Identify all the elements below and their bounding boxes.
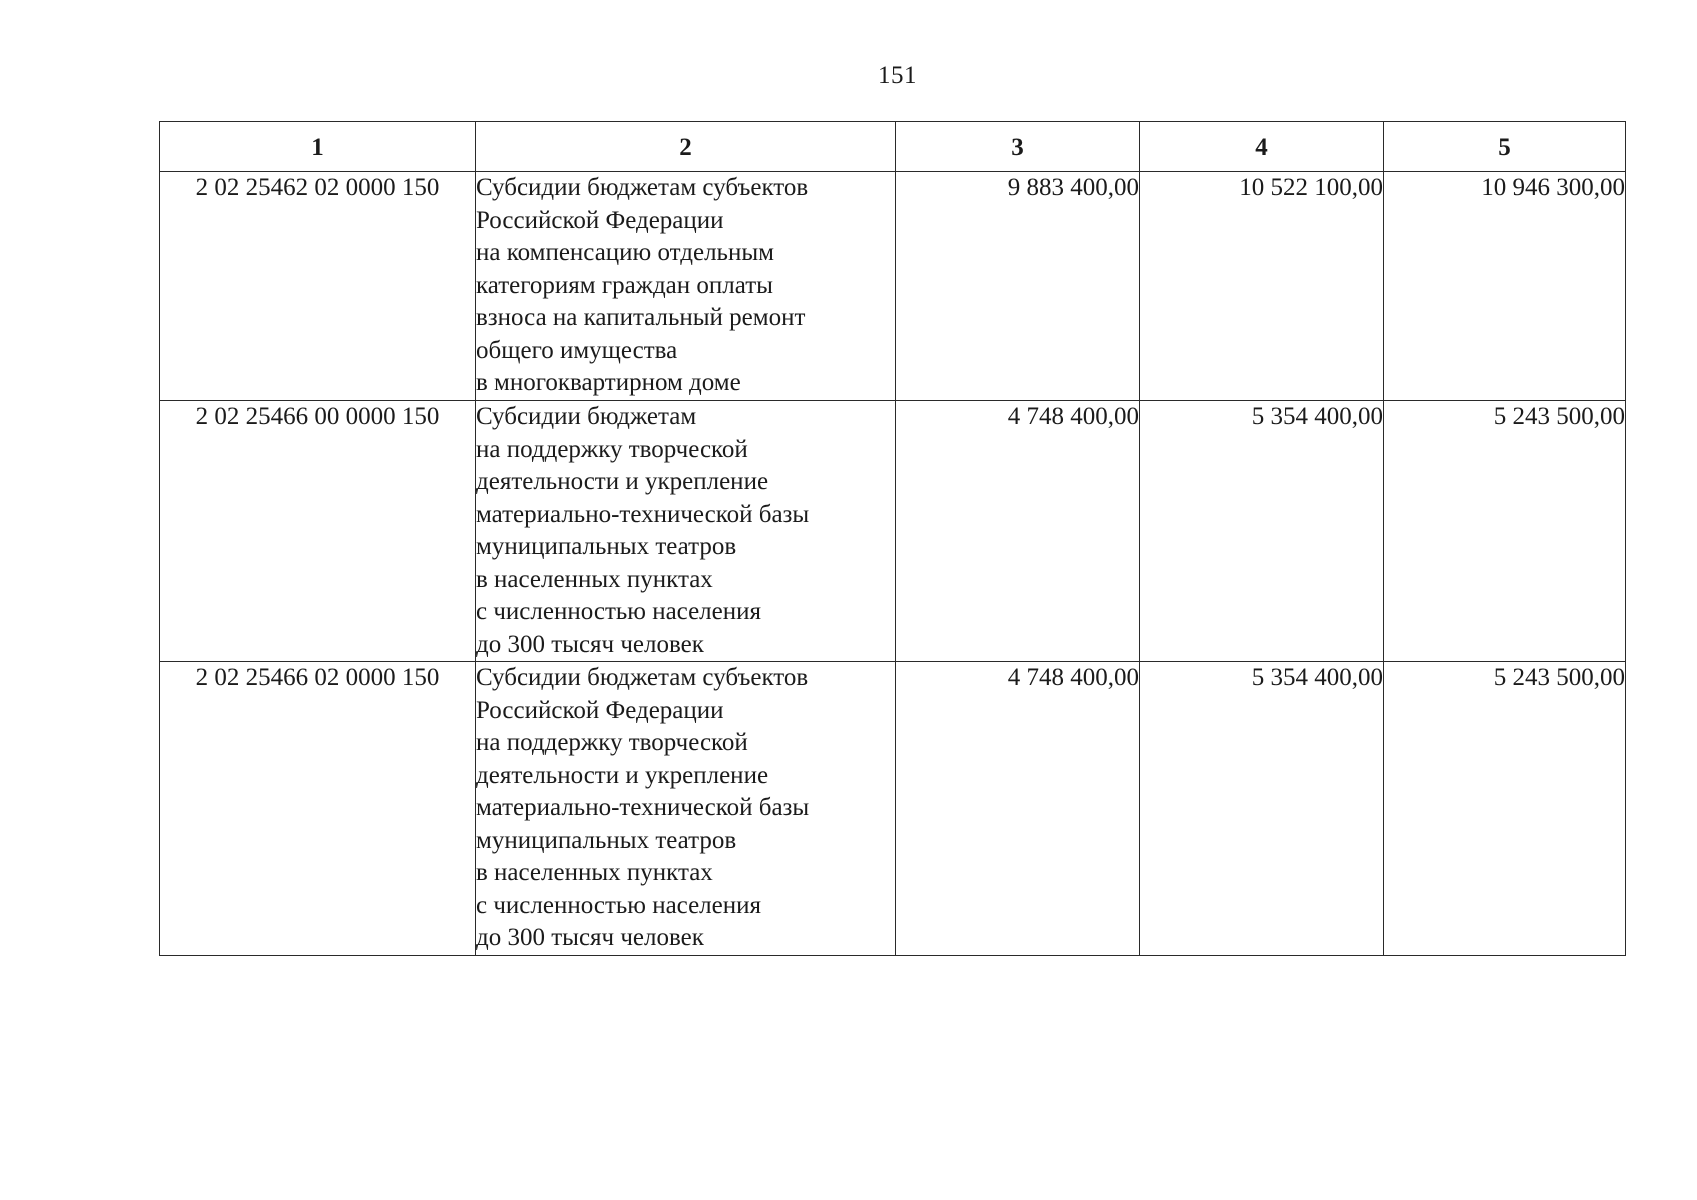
column-header-4: 4: [1140, 122, 1384, 172]
description-line: в многоквартирном доме: [476, 369, 741, 396]
amount-col5-cell: 5 243 500,00: [1384, 401, 1626, 662]
column-header-3: 3: [896, 122, 1140, 172]
description-line: деятельности и укрепление: [476, 761, 769, 789]
description-line: с численностью населения: [476, 891, 761, 919]
description-cell: [476, 662, 896, 956]
description-line: материально-технической базы: [476, 500, 810, 528]
description-line: до 300 тысяч человек: [476, 924, 704, 951]
description-line: на поддержку творческой: [476, 729, 748, 756]
table-row: [160, 662, 1626, 956]
column-header-2: 2: [476, 122, 896, 172]
budget-table: [159, 121, 1626, 956]
description-line: общего имущества: [476, 336, 678, 364]
amount-col3-cell: 9 883 400,00: [896, 172, 1140, 401]
header-row: [160, 122, 1626, 172]
amount-col5-cell: 10 946 300,00: [1384, 172, 1626, 401]
amount-col4-cell: 5 354 400,00: [1140, 662, 1384, 956]
amount-col3-cell: 4 748 400,00: [896, 401, 1140, 662]
description-line: материально-технической базы: [476, 794, 810, 821]
description-cell: [476, 401, 896, 662]
amount-col4-cell: 10 522 100,00: [1140, 172, 1384, 401]
description-line: Российской Федерации: [476, 206, 724, 234]
table-row: [160, 401, 1626, 662]
description-line: на поддержку творческой: [476, 435, 748, 463]
budget-code-cell: 2 02 25466 00 0000 150: [160, 401, 476, 662]
table-header: [160, 122, 1626, 172]
description-line: муниципальных театров: [476, 826, 737, 854]
description-line: категориям граждан оплаты: [476, 271, 773, 299]
description-line: на компенсацию отдельным: [476, 239, 774, 266]
budget-code-cell: 2 02 25462 02 0000 150: [160, 172, 476, 401]
description-line: в населенных пунктах: [476, 565, 713, 593]
description-line: до 300 тысяч человек: [476, 630, 704, 658]
amount-col4-cell: 5 354 400,00: [1140, 401, 1384, 662]
amount-col3-cell: 4 748 400,00: [896, 662, 1140, 956]
table-body: [160, 172, 1626, 956]
amount-col5-cell: 5 243 500,00: [1384, 662, 1626, 956]
description-line: Российской Федерации: [476, 696, 724, 724]
description-line: муниципальных театров: [476, 533, 737, 560]
page-number: 151: [878, 62, 917, 89]
column-header-1: 1: [160, 122, 476, 172]
description-line: деятельности и укрепление: [476, 468, 769, 495]
description-line: Субсидии бюджетам: [476, 403, 697, 430]
description-line: Субсидии бюджетам субъектов: [476, 174, 809, 201]
description-line: Субсидии бюджетам субъектов: [476, 664, 809, 691]
description-line: взноса на капитальный ремонт: [476, 304, 806, 331]
description-line: в населенных пунктах: [476, 859, 713, 886]
budget-code-cell: 2 02 25466 02 0000 150: [160, 662, 476, 956]
description-line: с численностью населения: [476, 598, 761, 625]
column-header-5: 5: [1384, 122, 1626, 172]
description-cell: [476, 172, 896, 401]
table-row: [160, 172, 1626, 401]
